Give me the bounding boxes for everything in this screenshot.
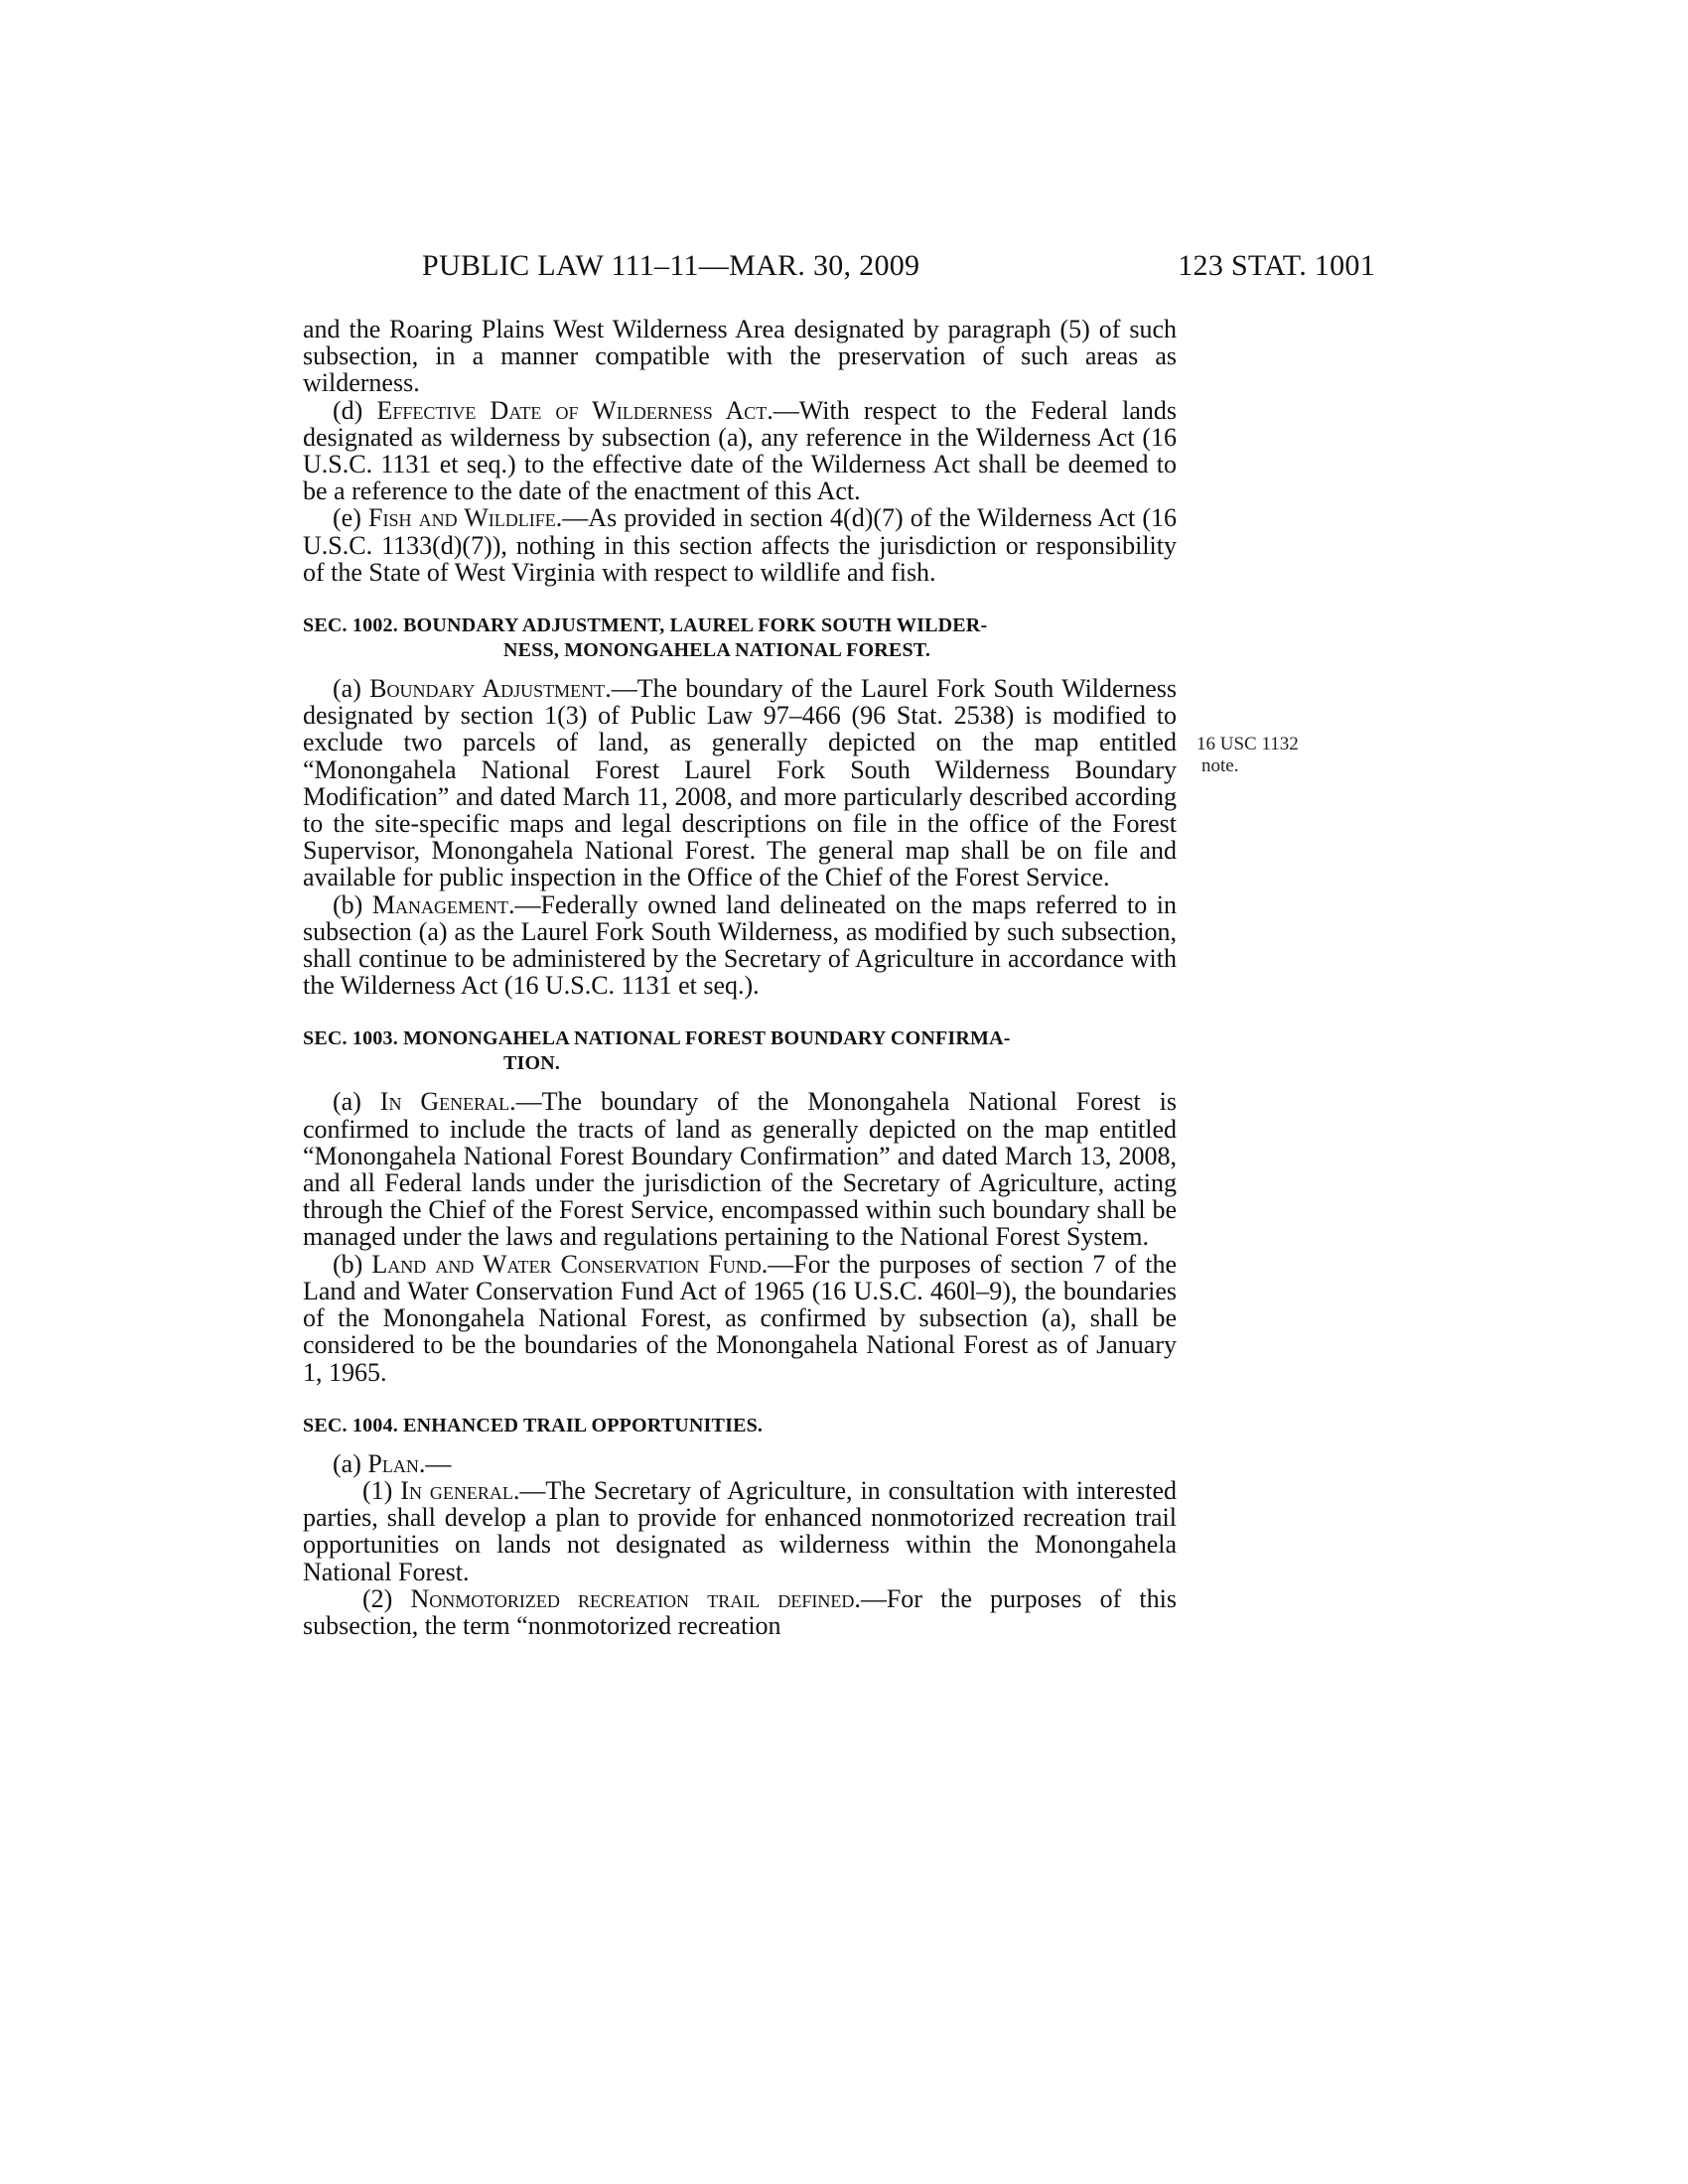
sec1004-paragraph-2: (2) Nonmotorized recreation trail defined.—For the purposes of this subsection, the term “nonmotorized recreation [303,1583,1177,1640]
sec1004-paragraph-1: (1) In general.—The Secretary of Agriculture, in consultation with interested parties, shall develop a plan to provide for enhanced nonmotorized recreation trail opportunities on lands not designated as wilderness within the Monongahela National Forest. [303,1475,1177,1586]
continuation-paragraph: and the Roaring Plains West Wilderness Area designated by paragraph (5) of such subsection, in a manner compatible with the preservation of such areas as wilderness. [303,315,1177,398]
section-1003-heading: SEC. 1003. MONONGAHELA NATIONAL FOREST BOUNDARY CONFIRMA- TION. [303,1027,1011,1075]
subsection-d: (d) Effective Date of Wilderness Act.—With respect to the Federal lands designated as wilderness by subsection (a), any reference in the Wilderness Act (16 U.S.C. 1131 et seq.) to the effective date of the Wilderness Act shall be deemed to be a reference to the date of the enactment of this Act. [303,395,1177,506]
subsection-e: (e) Fish and Wildlife.—As provided in section 4(d)(7) of the Wilderness Act (16 U.S.C. 1133(d)(7)), nothing in this section affects the jurisdiction or responsibility of the State of West Virginia with respect to wildlife and fish. [303,503,1177,587]
document-body [303,316,1177,1639]
margin-note-line2: note. [1201,755,1239,776]
margin-note-line1: 16 USC 1132 [1196,734,1299,754]
section-1004-heading: SEC. 1004. ENHANCED TRAIL OPPORTUNITIES. [303,1414,764,1436]
sec1004-subsection-a: (a) Plan.— [333,1448,452,1478]
sec1003-subsection-b: (b) Land and Water Conservation Fund.—For the purposes of section 7 of the Land and Water Conservation Fund Act of 1965 (16 U.S.C. 460l–9), the boundaries of the Monongahela National Forest, as confirmed by subsection (a), shall be considered to be the boundaries of the Monongahela National Forest as of January 1, 1965. [303,1249,1178,1387]
margin-citation-note [1196,734,1299,777]
running-head-title: PUBLIC LAW 111–11—MAR. 30, 2009 [422,249,920,282]
section-1002-heading: SEC. 1002. BOUNDARY ADJUSTMENT, LAUREL FORK SOUTH WILDER- NESS, MONONGAHELA NATIONAL FOREST. [303,614,988,662]
sec1003-subsection-a: (a) In General.—The boundary of the Monongahela National Forest is confirmed to include the tracts of land as generally depicted on the map entitled “Monongahela National Forest Boundary Confirmation” and dated March 13, 2008, and all Federal lands under the jurisdiction of the Secretary of Agriculture, acting through the Chief of the Forest Service, encompassed within such boundary shall be managed under the laws and regulations pertaining to the National Forest System. [303,1087,1178,1252]
page-header [303,246,1375,286]
sec1002-subsection-a: (a) Boundary Adjustment.—The boundary of the Laurel Fork South Wilderness designated by section 1(3) of Public Law 97–466 (96 Stat. 2538) is modified to exclude two parcels of land, as generally depicted on the map entitled “Monongahela National Forest Laurel Fork South Wilderness Boundary Modification” and dated March 11, 2008, and more particularly described according to the site-specific maps and legal descriptions on file in the office of the Forest Supervisor, Monongahela National Forest. The general map shall be on file and available for public inspection in the Office of the Chief of the Forest Service. [303,674,1178,892]
statute-page-number: 123 STAT. 1001 [1178,249,1375,282]
sec1002-subsection-b: (b) Management.—Federally owned land delineated on the maps referred to in subsection (a) as the Laurel Fork South Wilderness, as modified by such subsection, shall continue to be administered by the Secretary of Agriculture in accordance with the Wilderness Act (16 U.S.C. 1131 et seq.). [303,889,1177,1001]
